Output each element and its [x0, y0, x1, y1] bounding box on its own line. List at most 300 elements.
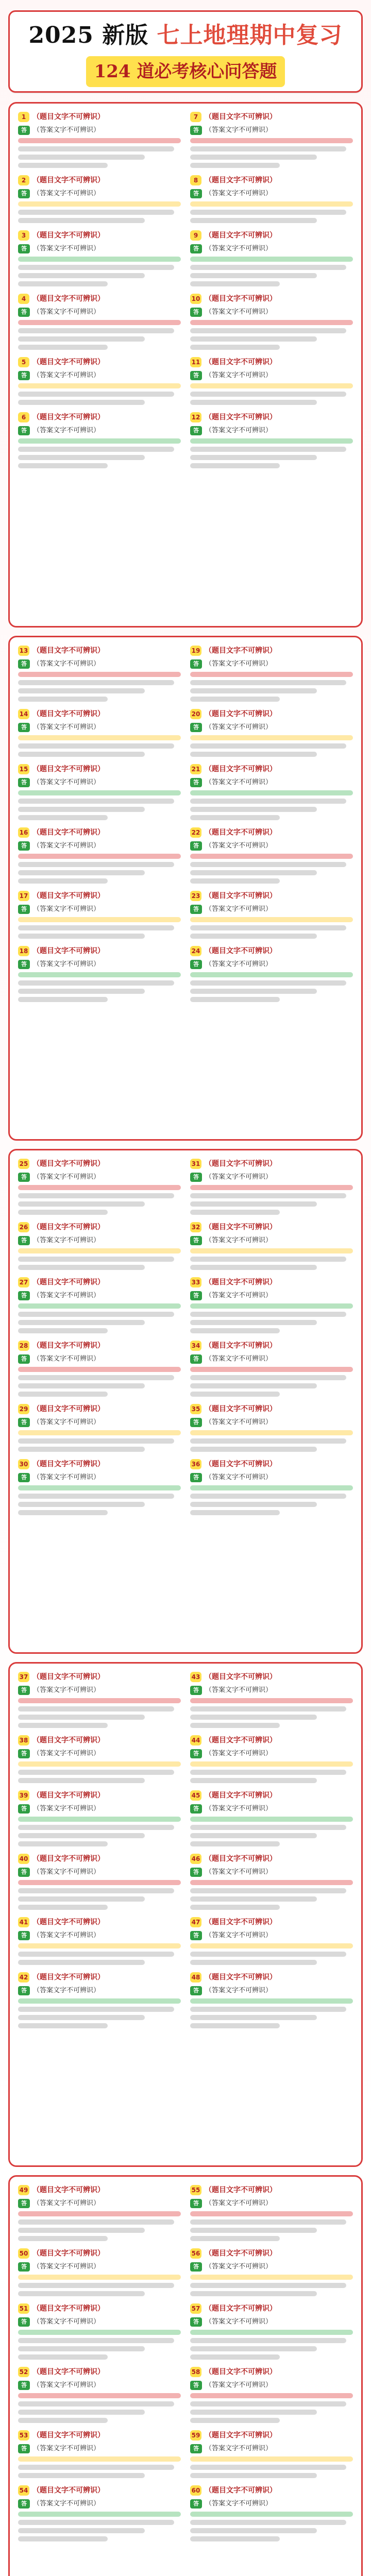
answer-tag: 答 — [18, 1931, 30, 1940]
answer-tag: 答 — [18, 189, 30, 198]
text-line — [18, 790, 181, 795]
qa-item — [190, 1790, 353, 1846]
question — [18, 827, 181, 838]
text-line — [18, 2393, 181, 2398]
text-line — [190, 688, 317, 693]
text-line — [190, 273, 317, 278]
question — [190, 2367, 353, 2377]
answer-tag: 答 — [190, 2381, 202, 2390]
answer — [18, 904, 181, 914]
answer-lines — [190, 1998, 353, 2028]
answer-lines — [190, 1817, 353, 1846]
text-line — [190, 2283, 346, 2288]
text-line — [18, 2354, 108, 2360]
question-number: 10 — [190, 294, 201, 304]
answer-text: （答案文字不可辨识） — [33, 1686, 100, 1694]
answer — [18, 1354, 181, 1364]
text-line — [18, 345, 108, 350]
answer-text: （答案文字不可辨识） — [205, 2199, 273, 2207]
text-line — [190, 455, 317, 460]
text-line — [18, 1706, 174, 1711]
answer-tag: 答 — [190, 1986, 202, 1995]
text-line — [190, 2536, 280, 2541]
text-line — [18, 1723, 108, 1728]
answer-lines — [18, 917, 181, 939]
text-line — [190, 218, 317, 223]
answer-lines — [190, 201, 353, 223]
answer-text: （答案文字不可辨识） — [205, 842, 273, 850]
text-line — [190, 1770, 346, 1775]
qa-column-left — [18, 646, 181, 1131]
question-text: （题目文字不可辨识） — [205, 2249, 277, 2258]
text-line — [190, 383, 353, 388]
qa-item — [18, 357, 181, 405]
qa-item — [18, 1341, 181, 1397]
answer-text: （答案文字不可辨识） — [33, 1355, 100, 1363]
question-text: （题目文字不可辨识） — [32, 2431, 105, 2439]
text-line — [18, 1438, 174, 1444]
text-line — [190, 345, 280, 350]
question-text: （题目文字不可辨识） — [32, 1855, 105, 1863]
question-text: （题目文字不可辨识） — [205, 113, 277, 121]
answer-text: （答案文字不可辨识） — [33, 1418, 100, 1426]
qa-item — [190, 2430, 353, 2478]
question-text: （题目文字不可辨识） — [32, 2304, 105, 2313]
answer — [18, 1930, 181, 1940]
text-line — [190, 392, 346, 397]
text-line — [18, 680, 174, 685]
qa-item — [190, 891, 353, 939]
question — [190, 294, 353, 304]
qa-item — [18, 1972, 181, 2028]
text-line — [190, 1447, 317, 1452]
text-line — [18, 400, 145, 405]
answer — [190, 125, 353, 135]
text-line — [190, 1438, 346, 1444]
question — [18, 1159, 181, 1169]
question — [18, 1972, 181, 1982]
text-line — [190, 1265, 317, 1270]
question — [190, 2248, 353, 2259]
answer-lines — [18, 1185, 181, 1215]
text-line — [18, 320, 181, 325]
question-number: 19 — [190, 646, 201, 656]
question-text: （题目文字不可辨识） — [205, 2486, 277, 2495]
qa-item — [18, 1672, 181, 1728]
text-line — [18, 1502, 145, 1507]
text-line — [18, 1510, 108, 1515]
qa-item — [18, 1277, 181, 1333]
answer-tag: 答 — [190, 126, 202, 135]
question — [190, 412, 353, 422]
question-text: （题目文字不可辨识） — [205, 2186, 277, 2194]
question-number: 34 — [190, 1341, 201, 1351]
answer-text: （答案文字不可辨识） — [33, 1236, 100, 1244]
question — [18, 2485, 181, 2496]
question-number: 12 — [190, 412, 201, 422]
answer-tag: 答 — [18, 2381, 30, 2390]
question-text: （题目文字不可辨识） — [32, 231, 105, 240]
answer-lines — [190, 383, 353, 405]
question-text: （题目文字不可辨识） — [205, 647, 277, 655]
question-number: 55 — [190, 2185, 201, 2195]
text-line — [190, 463, 280, 468]
text-line — [190, 2528, 317, 2533]
answer-lines — [190, 438, 353, 468]
text-line — [190, 972, 353, 977]
answer-tag: 答 — [190, 723, 202, 732]
text-line — [18, 672, 181, 677]
text-line — [190, 1510, 280, 1515]
qa-column-right — [190, 112, 353, 618]
answer-text: （答案文字不可辨识） — [33, 1987, 100, 1994]
question-number: 13 — [18, 646, 29, 656]
answer-lines — [190, 854, 353, 884]
answer-tag: 答 — [18, 426, 30, 435]
text-line — [190, 2338, 346, 2343]
qa-item — [190, 1917, 353, 1965]
answer-text: （答案文字不可辨识） — [205, 723, 273, 731]
qa-item — [190, 1972, 353, 2028]
qa-item — [190, 2485, 353, 2541]
text-line — [190, 1430, 353, 1435]
answer-lines — [190, 1248, 353, 1270]
answer-text: （答案文字不可辨识） — [33, 660, 100, 668]
text-line — [18, 1185, 181, 1190]
answer-text: （答案文字不可辨识） — [205, 1805, 273, 1812]
question — [18, 1222, 181, 1232]
qa-item — [18, 709, 181, 757]
answer-tag: 答 — [18, 1686, 30, 1695]
answer-tag: 答 — [190, 1418, 202, 1427]
answer-text: （答案文字不可辨识） — [33, 1805, 100, 1812]
text-line — [190, 1257, 346, 1262]
answer — [190, 904, 353, 914]
answer-lines — [190, 2330, 353, 2360]
question — [190, 2430, 353, 2441]
text-line — [18, 463, 108, 468]
answer-lines — [18, 2330, 181, 2360]
answer-lines — [18, 1430, 181, 1452]
question-text: （题目文字不可辨识） — [32, 765, 105, 773]
answer-tag: 答 — [18, 1749, 30, 1758]
answer-tag: 答 — [190, 1804, 202, 1814]
text-line — [190, 980, 346, 986]
qa-item — [190, 2185, 353, 2241]
question-number: 32 — [190, 1222, 201, 1232]
answer — [18, 2317, 181, 2327]
qa-item — [190, 175, 353, 223]
question-number: 36 — [190, 1459, 201, 1469]
answer-tag: 答 — [190, 960, 202, 969]
answer-text: （答案文字不可辨识） — [205, 427, 273, 434]
qa-panel-1 — [8, 102, 363, 628]
qa-item — [190, 1459, 353, 1515]
text-line — [18, 2346, 145, 2351]
answer-tag: 答 — [190, 1686, 202, 1695]
answer-tag: 答 — [18, 1236, 30, 1245]
question — [18, 764, 181, 774]
text-line — [190, 1960, 317, 1965]
text-line — [190, 438, 353, 444]
text-line — [18, 1960, 145, 1965]
answer-lines — [18, 320, 181, 350]
answer — [18, 659, 181, 669]
text-line — [190, 1952, 346, 1957]
question — [18, 1854, 181, 1864]
answer-tag: 答 — [190, 2199, 202, 2208]
text-line — [18, 1841, 108, 1846]
qa-item — [18, 412, 181, 468]
answer-tag: 答 — [18, 960, 30, 969]
text-line — [190, 2228, 317, 2233]
text-line — [18, 925, 174, 930]
question — [190, 1459, 353, 1469]
text-line — [190, 1185, 353, 1190]
text-line — [18, 2211, 181, 2216]
text-line — [18, 1201, 145, 1207]
answer — [190, 2317, 353, 2327]
text-line — [18, 862, 174, 867]
question — [18, 175, 181, 185]
text-line — [190, 2219, 346, 2225]
text-line — [190, 1761, 353, 1767]
question — [18, 1735, 181, 1745]
answer-text: （答案文字不可辨识） — [205, 126, 273, 134]
qa-item — [18, 1854, 181, 1910]
text-line — [190, 2410, 317, 2415]
answer-lines — [18, 1248, 181, 1270]
text-line — [18, 1833, 145, 1838]
question-text: （题目文字不可辨识） — [205, 1223, 277, 1231]
answer — [18, 1749, 181, 1758]
answer — [190, 2444, 353, 2453]
answer — [18, 1986, 181, 1995]
qa-item — [190, 827, 353, 884]
text-line — [190, 1998, 353, 2004]
question — [18, 2248, 181, 2259]
text-line — [18, 799, 174, 804]
answer-tag: 答 — [18, 1868, 30, 1877]
answer — [18, 1804, 181, 1814]
text-line — [190, 1880, 353, 1885]
qa-panel-2 — [8, 636, 363, 1141]
text-line — [18, 392, 174, 397]
qa-item — [18, 891, 181, 939]
text-line — [190, 1367, 353, 1372]
text-line — [190, 336, 317, 342]
answer-lines — [190, 2393, 353, 2423]
question-number: 49 — [18, 2185, 29, 2195]
answer-text: （答案文字不可辨识） — [33, 960, 100, 968]
answer-lines — [18, 1367, 181, 1397]
answer-tag: 答 — [190, 308, 202, 317]
answer — [190, 959, 353, 969]
answer-tag: 答 — [190, 371, 202, 380]
qa-item — [190, 357, 353, 405]
qa-item — [190, 1854, 353, 1910]
text-line — [190, 989, 317, 994]
answer — [18, 1291, 181, 1300]
qa-item — [190, 1672, 353, 1728]
answer-tag: 答 — [18, 371, 30, 380]
answer-lines — [190, 1485, 353, 1515]
answer — [18, 841, 181, 851]
answer-tag: 答 — [190, 2444, 202, 2453]
question-number: 51 — [18, 2303, 29, 2314]
question — [18, 2303, 181, 2314]
text-line — [190, 1320, 317, 1325]
text-line — [18, 1817, 181, 1822]
text-line — [18, 1210, 108, 1215]
question — [190, 1917, 353, 1927]
qa-column-left — [18, 1159, 181, 1644]
answer-tag: 答 — [190, 2499, 202, 2509]
text-line — [190, 1248, 353, 1253]
text-line — [190, 1392, 280, 1397]
qa-item — [190, 2303, 353, 2360]
text-line — [18, 155, 145, 160]
text-line — [18, 1770, 174, 1775]
text-line — [18, 1896, 145, 1902]
question-text: （题目文字不可辨识） — [205, 295, 277, 303]
text-line — [190, 2211, 353, 2216]
answer-text: （答案文字不可辨识） — [205, 1236, 273, 1244]
answer-text: （答案文字不可辨识） — [205, 960, 273, 968]
text-line — [190, 1841, 280, 1846]
text-line — [190, 1201, 317, 1207]
title-prefix: 2025 新版 — [28, 22, 149, 48]
text-line — [18, 1265, 145, 1270]
question — [190, 230, 353, 241]
text-line — [190, 1193, 346, 1198]
answer — [190, 1804, 353, 1814]
question-number: 57 — [190, 2303, 201, 2314]
text-line — [190, 1485, 353, 1490]
text-line — [18, 336, 145, 342]
answer-lines — [18, 1998, 181, 2028]
question-text: （题目文字不可辨识） — [205, 1460, 277, 1468]
question — [18, 294, 181, 304]
qa-item — [190, 230, 353, 286]
text-line — [18, 1485, 181, 1490]
answer — [190, 1749, 353, 1758]
question-text: （题目文字不可辨识） — [32, 1973, 105, 1981]
answer — [190, 1986, 353, 1995]
answer — [190, 1291, 353, 1300]
answer-lines — [18, 1698, 181, 1728]
question — [190, 1341, 353, 1351]
answer-tag: 答 — [190, 2317, 202, 2327]
answer — [190, 1235, 353, 1245]
answer-lines — [18, 2456, 181, 2478]
text-line — [190, 735, 353, 740]
text-line — [18, 972, 181, 977]
qa-item — [18, 1459, 181, 1515]
answer-tag: 答 — [18, 1804, 30, 1814]
answer — [190, 1417, 353, 1427]
question-number: 14 — [18, 709, 29, 719]
qa-item — [190, 2367, 353, 2423]
text-line — [18, 2401, 174, 2406]
question-text: （题目文字不可辨识） — [32, 176, 105, 184]
answer-text: （答案文字不可辨识） — [33, 1473, 100, 1481]
text-line — [190, 862, 346, 867]
answer-lines — [18, 138, 181, 168]
answer-lines — [18, 201, 181, 223]
question — [190, 2185, 353, 2195]
answer-tag: 答 — [18, 2199, 30, 2208]
question-number: 35 — [190, 1404, 201, 1414]
question-text: （题目文字不可辨识） — [205, 1736, 277, 1744]
text-line — [18, 1715, 145, 1720]
answer-tag: 答 — [18, 841, 30, 851]
answer — [190, 1472, 353, 1482]
answer-lines — [190, 2456, 353, 2478]
question — [190, 1277, 353, 1287]
answer — [18, 2499, 181, 2509]
text-line — [190, 1905, 280, 1910]
text-line — [18, 1375, 174, 1380]
question — [18, 1277, 181, 1287]
answer-tag: 答 — [18, 905, 30, 914]
answer-lines — [18, 1303, 181, 1333]
answer-lines — [190, 1303, 353, 1333]
text-line — [190, 1698, 353, 1703]
answer-lines — [18, 735, 181, 757]
answer-text: （答案文字不可辨识） — [33, 842, 100, 850]
question-text: （题目文字不可辨识） — [32, 1223, 105, 1231]
qa-item — [18, 827, 181, 884]
text-line — [18, 2023, 108, 2028]
question-number: 39 — [18, 1790, 29, 1801]
answer-lines — [18, 2211, 181, 2241]
answer-text: （答案文字不可辨识） — [33, 1750, 100, 1757]
text-line — [18, 2236, 108, 2241]
text-line — [190, 138, 353, 143]
qa-item — [190, 2248, 353, 2296]
question-number: 3 — [18, 230, 29, 241]
qa-column-right — [190, 646, 353, 1131]
question-number: 26 — [18, 1222, 29, 1232]
answer-text: （答案文字不可辨识） — [33, 2445, 100, 2452]
question — [18, 412, 181, 422]
text-line — [190, 400, 317, 405]
qa-panel-4 — [8, 1662, 363, 2167]
question — [190, 1222, 353, 1232]
qa-item — [18, 1917, 181, 1965]
text-line — [190, 1896, 317, 1902]
text-line — [18, 163, 108, 168]
answer-tag: 答 — [18, 1173, 30, 1182]
text-line — [18, 1998, 181, 2004]
qa-item — [18, 2185, 181, 2241]
text-line — [18, 1193, 174, 1198]
answer-text: （答案文字不可辨识） — [205, 1931, 273, 1939]
text-line — [190, 790, 353, 795]
question-text: （题目文字不可辨识） — [205, 1918, 277, 1926]
answer-lines — [190, 320, 353, 350]
question — [190, 1672, 353, 1682]
text-line — [18, 2219, 174, 2225]
text-line — [190, 1778, 317, 1783]
answer — [18, 1685, 181, 1695]
answer-tag: 答 — [190, 841, 202, 851]
question-number: 18 — [18, 946, 29, 956]
answer-lines — [18, 854, 181, 884]
question-number: 17 — [18, 891, 29, 901]
text-line — [190, 1328, 280, 1333]
